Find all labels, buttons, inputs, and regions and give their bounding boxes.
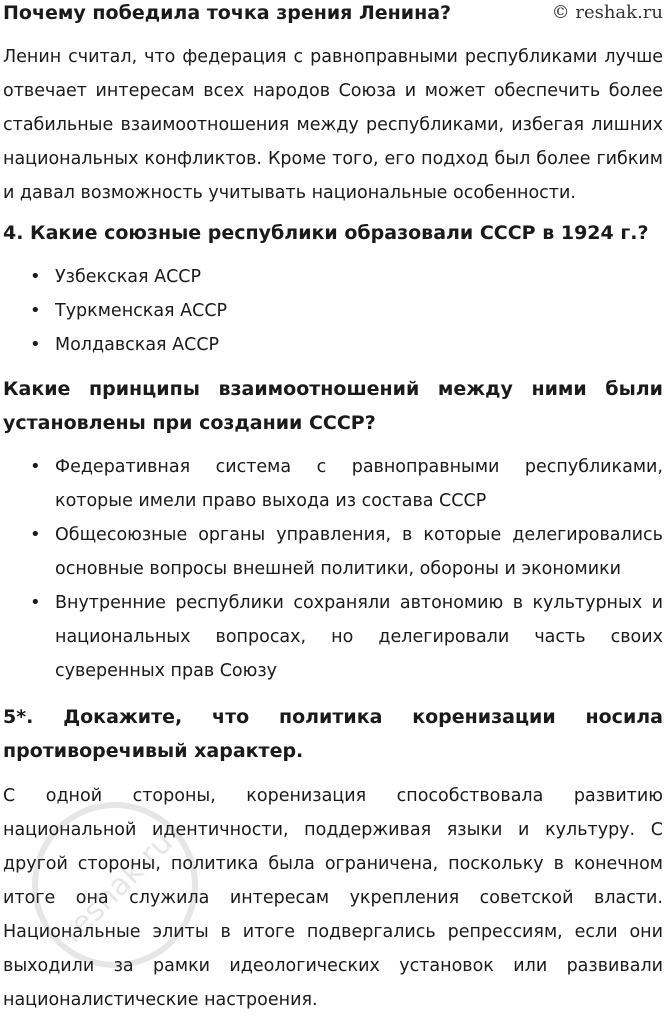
answer-paragraph-5: С одной стороны, коренизация способствовала развитию национальной идентичности, поддерживая языки и культуру. С другой стороны, политика была ограничена, поскольку в конечном итоге она служила интересам укрепления советской власти. Национальные элиты в итоге подвергались репрессиям, если они выходили за рамки идеологических установок или развивали националистические настроения. bbox=[3, 786, 663, 1010]
bullet-icon: • bbox=[30, 524, 41, 545]
list-item: • Молдавская АССР bbox=[3, 328, 663, 362]
list-item: • Общесоюзные органы управления, в которые делегировались основные вопросы внешней политики, обороны и экономики bbox=[3, 518, 663, 586]
bullet-icon: • bbox=[30, 334, 41, 355]
answer-paragraph-1: Ленин считал, что федерация с равноправными республиками лучше отвечает интересам всех народов Союза и может обеспечить более стабильные взаимоотношения между республиками, избегая лишних национальных конфликтов. Кроме того, его подход был более гибким и давал возможность учитывать национальные особенности. bbox=[3, 47, 663, 203]
question-heading-1: Почему победила точка зрения Ленина? bbox=[3, 2, 452, 24]
bullet-icon: • bbox=[30, 456, 41, 477]
list-item: • Туркменская АССР bbox=[3, 294, 663, 328]
list-item: • Узбекская АССР bbox=[3, 260, 663, 294]
bullet-icon: • bbox=[30, 300, 41, 321]
list-item: • Федеративная система с равноправными республиками, которые имели право выхода из состава СССР bbox=[3, 450, 663, 518]
principles-list bbox=[3, 450, 663, 688]
watermark-text: reshak.ru bbox=[55, 825, 180, 950]
question-heading-4b: Какие принципы взаимоотношений между ними были установлены при создании СССР? bbox=[3, 378, 663, 434]
question-heading-4: 4. Какие союзные республики образовали СССР в 1924 г.? bbox=[3, 222, 649, 244]
question-heading-5: 5*. Докажите, что политика коренизации носила противоречивый характер. bbox=[3, 706, 663, 762]
bullet-icon: • bbox=[30, 266, 41, 287]
list-item: • Внутренние республики сохраняли автономию в культурных и национальных вопросах, но делегировали часть своих суверенных прав Союзу bbox=[3, 586, 663, 688]
bullet-icon: • bbox=[30, 592, 41, 613]
republics-list bbox=[3, 260, 663, 362]
copyright-label: © reshak.ru bbox=[551, 2, 663, 23]
